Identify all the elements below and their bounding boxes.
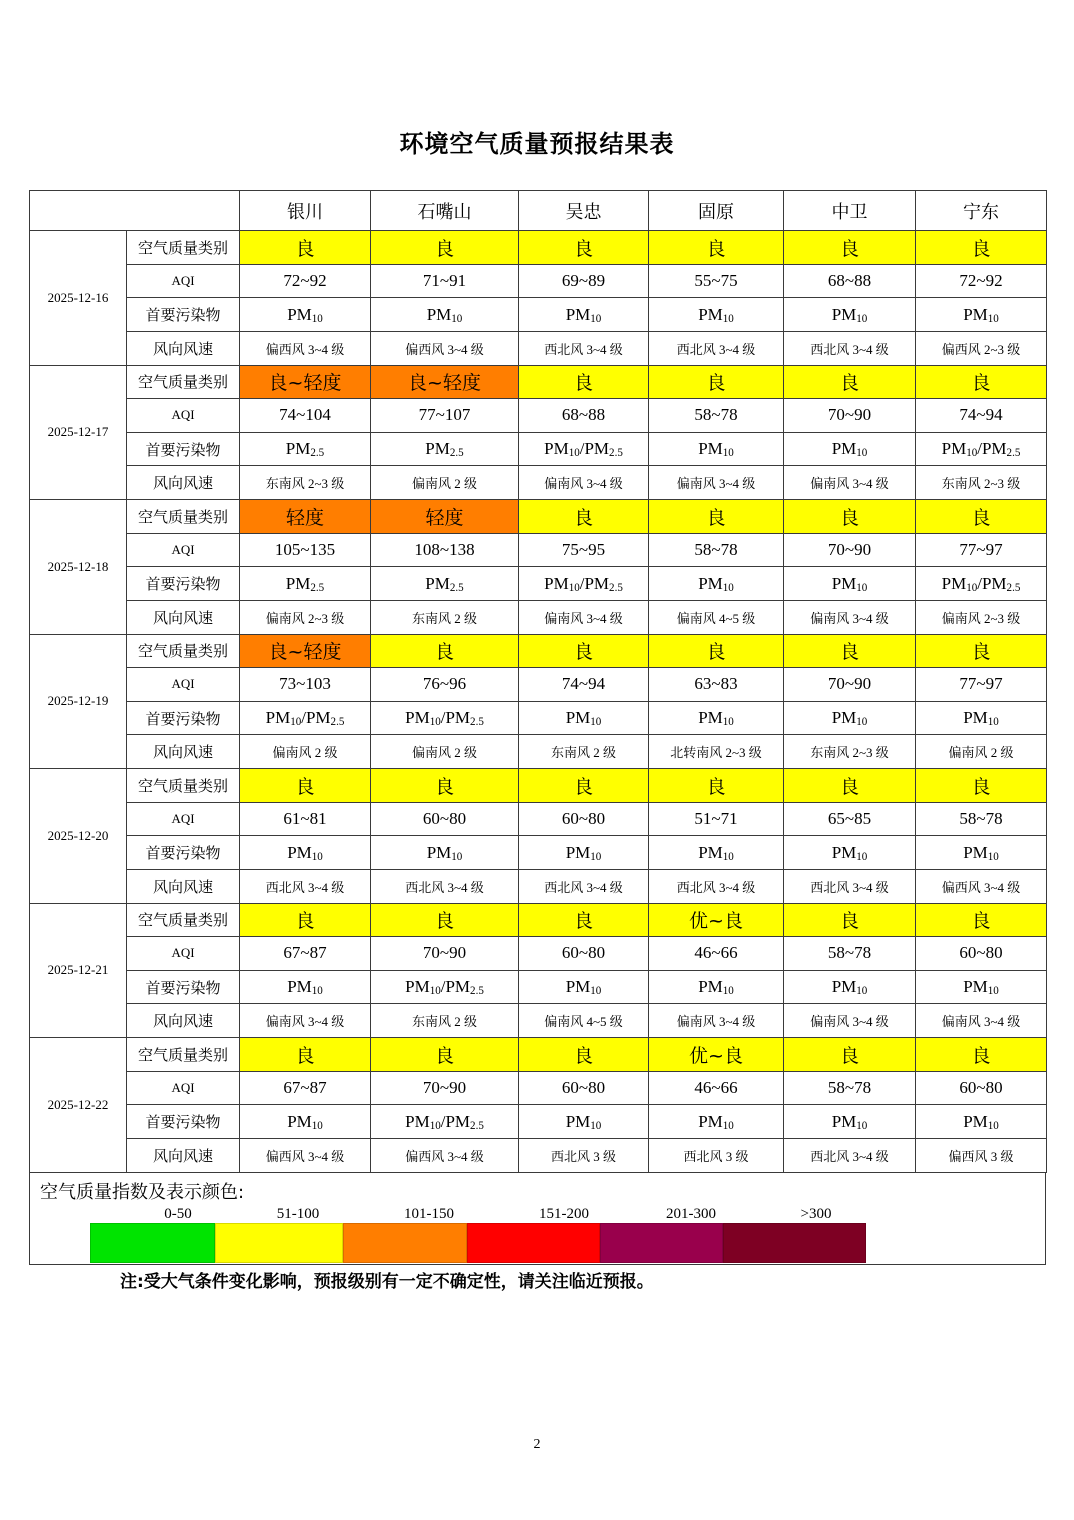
pollutant-cell: $PM_{10}$ [519,836,649,870]
pollutant-cell: $PM_{10}$ [649,970,784,1004]
row-label-aqi: AQI [127,1071,240,1105]
pollutant-cell: $PM_{10}/PM_{2.5}$ [371,1105,519,1139]
pollutant-cell: $PM_{10}$ [240,298,371,332]
wind-cell: 西北风 3 级 [649,1138,784,1172]
pollutant-cell: $PM_{10}$ [649,567,784,601]
aqi-cell: 70~90 [784,399,916,433]
wind-cell: 偏南风 2 级 [371,735,519,769]
row-label-aqi: AQI [127,668,240,702]
aqi-cell: 74~94 [519,668,649,702]
row-aqi [30,668,1047,702]
pollutant-cell: $PM_{10}$ [649,298,784,332]
wind-cell: 东南风 2~3 级 [784,735,916,769]
wind-cell: 偏南风 3~4 级 [784,600,916,634]
row-label-wind: 风向风速 [127,735,240,769]
wind-cell: 偏南风 3~4 级 [240,1004,371,1038]
wind-cell: 东南风 2~3 级 [916,466,1047,500]
pollutant-cell: $PM_{2.5}$ [371,567,519,601]
row-category [30,1038,1047,1072]
aqi-cell: 60~80 [916,1071,1047,1105]
header-row [30,191,1047,231]
category-cell: 良 [371,231,519,265]
category-cell: 良~轻度 [240,634,371,668]
row-label-pollutant: 首要污染物 [127,970,240,1004]
wind-cell: 偏西风 3 级 [916,1138,1047,1172]
aqi-cell: 72~92 [916,264,1047,298]
category-cell: 良 [649,769,784,803]
category-cell: 轻度 [240,500,371,534]
aqi-cell: 70~90 [371,1071,519,1105]
category-cell: 优~良 [649,1038,784,1072]
aqi-cell: 67~87 [240,937,371,971]
aqi-cell: 58~78 [784,1071,916,1105]
aqi-cell: 68~88 [784,264,916,298]
date-cell: 2025-12-19 [30,634,127,769]
row-pollutant [30,298,1047,332]
wind-cell: 偏南风 3~4 级 [519,600,649,634]
legend-swatch-purple [600,1223,723,1263]
category-cell: 良 [784,769,916,803]
city-header: 中卫 [784,191,916,231]
category-cell: 良 [649,634,784,668]
row-aqi [30,264,1047,298]
wind-cell: 偏南风 2~3 级 [240,600,371,634]
pollutant-cell: $PM_{10}/PM_{2.5}$ [371,970,519,1004]
row-label-aqi: AQI [127,264,240,298]
pollutant-cell: $PM_{10}$ [519,970,649,1004]
row-pollutant [30,701,1047,735]
row-label-wind: 风向风速 [127,466,240,500]
aqi-cell: 61~81 [240,802,371,836]
pollutant-cell: $PM_{10}$ [784,298,916,332]
legend-range-label: 51-100 [276,1206,320,1222]
row-wind [30,600,1047,634]
pollutant-cell: $PM_{10}/PM_{2.5}$ [916,432,1047,466]
aqi-cell: 70~90 [784,533,916,567]
category-cell: 良 [916,500,1047,534]
wind-cell: 偏南风 3~4 级 [649,1004,784,1038]
pollutant-cell: $PM_{2.5}$ [240,567,371,601]
aqi-cell: 74~104 [240,399,371,433]
aqi-cell: 69~89 [519,264,649,298]
pollutant-cell: $PM_{10}$ [784,432,916,466]
legend-swatch-red [467,1223,600,1263]
wind-cell: 东南风 2~3 级 [240,466,371,500]
legend-range-label: 0-50 [164,1206,192,1222]
legend-swatch-orange [343,1223,467,1263]
row-aqi [30,937,1047,971]
category-cell: 良 [519,365,649,399]
category-cell: 轻度 [371,500,519,534]
date-cell: 2025-12-22 [30,1038,127,1173]
category-cell: 良 [519,769,649,803]
city-header: 银川 [240,191,371,231]
date-cell: 2025-12-20 [30,769,127,904]
row-pollutant [30,970,1047,1004]
category-cell: 良 [649,365,784,399]
legend-range-label: 151-200 [539,1206,589,1222]
category-cell: 良 [240,231,371,265]
pollutant-cell: $PM_{2.5}$ [240,432,371,466]
category-cell: 良 [784,903,916,937]
row-label-wind: 风向风速 [127,331,240,365]
category-cell: 良 [519,903,649,937]
date-cell: 2025-12-17 [30,365,127,500]
row-aqi [30,399,1047,433]
row-label-pollutant: 首要污染物 [127,567,240,601]
aqi-cell: 60~80 [519,802,649,836]
row-wind [30,1004,1047,1038]
wind-cell: 偏南风 2 级 [240,735,371,769]
category-cell: 良 [240,769,371,803]
page-title: 环境空气质量预报结果表 [399,129,675,158]
row-category [30,500,1047,534]
category-cell: 良~轻度 [240,365,371,399]
row-label-pollutant: 首要污染物 [127,836,240,870]
wind-cell: 偏西风 3~4 级 [371,1138,519,1172]
category-cell: 良 [916,365,1047,399]
city-header: 吴忠 [519,191,649,231]
wind-cell: 偏南风 3~4 级 [784,466,916,500]
pollutant-cell: $PM_{10}$ [240,970,371,1004]
category-cell: 良 [784,1038,916,1072]
legend-swatch-yellow [215,1223,343,1263]
wind-cell: 偏南风 4~5 级 [649,600,784,634]
row-label-pollutant: 首要污染物 [127,701,240,735]
pollutant-cell: $PM_{10}$ [916,298,1047,332]
category-cell: 良 [240,903,371,937]
aqi-cell: 77~97 [916,668,1047,702]
forecast-table [29,190,1047,1173]
wind-cell: 东南风 2 级 [371,600,519,634]
aqi-cell: 63~83 [649,668,784,702]
wind-cell: 偏西风 3~4 级 [240,1138,371,1172]
aqi-cell: 58~78 [649,533,784,567]
aqi-cell: 70~90 [784,668,916,702]
row-category [30,231,1047,265]
category-cell: 良 [240,1038,371,1072]
row-label-wind: 风向风速 [127,869,240,903]
aqi-cell: 58~78 [784,937,916,971]
wind-cell: 偏西风 3~4 级 [240,331,371,365]
aqi-cell: 72~92 [240,264,371,298]
legend-swatch-green [90,1223,215,1263]
wind-cell: 偏南风 2 级 [371,466,519,500]
pollutant-cell: $PM_{10}/PM_{2.5}$ [240,701,371,735]
legend-title: 空气质量指数及表示颜色: [40,1182,245,1203]
row-label-wind: 风向风速 [127,1004,240,1038]
aqi-cell: 55~75 [649,264,784,298]
pollutant-cell: $PM_{10}$ [784,567,916,601]
wind-cell: 偏南风 3~4 级 [649,466,784,500]
category-cell: 良 [371,1038,519,1072]
aqi-cell: 77~107 [371,399,519,433]
row-wind [30,735,1047,769]
row-label-wind: 风向风速 [127,600,240,634]
wind-cell: 偏西风 2~3 级 [916,331,1047,365]
category-cell: 良 [916,231,1047,265]
aqi-cell: 73~103 [240,668,371,702]
category-cell: 良 [371,769,519,803]
wind-cell: 西北风 3 级 [519,1138,649,1172]
row-label-category: 空气质量类别 [127,903,240,937]
row-label-category: 空气质量类别 [127,365,240,399]
aqi-cell: 75~95 [519,533,649,567]
wind-cell: 西北风 3~4 级 [240,869,371,903]
pollutant-cell: $PM_{10}$ [371,298,519,332]
pollutant-cell: $PM_{10}$ [240,1105,371,1139]
aqi-cell: 77~97 [916,533,1047,567]
row-label-category: 空气质量类别 [127,231,240,265]
aqi-cell: 70~90 [371,937,519,971]
category-cell: 良 [784,500,916,534]
pollutant-cell: $PM_{10}/PM_{2.5}$ [371,701,519,735]
legend-range-label: 201-300 [666,1206,716,1222]
category-cell: 良 [916,1038,1047,1072]
aqi-cell: 71~91 [371,264,519,298]
row-label-aqi: AQI [127,399,240,433]
pollutant-cell: $PM_{10}$ [649,836,784,870]
pollutant-cell: $PM_{10}$ [784,701,916,735]
row-label-category: 空气质量类别 [127,769,240,803]
wind-cell: 偏南风 3~4 级 [784,1004,916,1038]
pollutant-cell: $PM_{10}$ [649,432,784,466]
category-cell: 良 [649,500,784,534]
aqi-cell: 108~138 [371,533,519,567]
aqi-cell: 46~66 [649,1071,784,1105]
pollutant-cell: $PM_{10}$ [240,836,371,870]
category-cell: 良 [519,231,649,265]
wind-cell: 偏南风 2 级 [916,735,1047,769]
aqi-cell: 58~78 [916,802,1047,836]
forecast-body [30,231,1047,1173]
aqi-cell: 46~66 [649,937,784,971]
pollutant-cell: $PM_{10}$ [916,701,1047,735]
pollutant-cell: $PM_{10}$ [649,701,784,735]
aqi-cell: 105~135 [240,533,371,567]
pollutant-cell: $PM_{10}$ [784,836,916,870]
forecast-note: 注:受大气条件变化影响，预报级别有一定不确定性，请关注临近预报。 [120,1272,654,1292]
city-header: 固原 [649,191,784,231]
wind-cell: 西北风 3~4 级 [519,869,649,903]
category-cell: 良 [784,231,916,265]
aqi-cell: 60~80 [519,1071,649,1105]
row-label-aqi: AQI [127,937,240,971]
category-cell: 良 [519,634,649,668]
row-pollutant [30,1105,1047,1139]
pollutant-cell: $PM_{10}/PM_{2.5}$ [519,567,649,601]
aqi-cell: 51~71 [649,802,784,836]
aqi-cell: 60~80 [371,802,519,836]
row-label-pollutant: 首要污染物 [127,432,240,466]
row-wind [30,869,1047,903]
category-cell: 良 [371,634,519,668]
wind-cell: 偏南风 2~3 级 [916,600,1047,634]
row-label-category: 空气质量类别 [127,500,240,534]
pollutant-cell: $PM_{10}$ [519,298,649,332]
category-cell: 优~良 [649,903,784,937]
row-wind [30,466,1047,500]
aqi-cell: 76~96 [371,668,519,702]
legend-range-label: 101-150 [404,1206,454,1222]
pollutant-cell: $PM_{10}$ [519,1105,649,1139]
row-pollutant [30,432,1047,466]
row-wind [30,1138,1047,1172]
wind-cell: 西北风 3~4 级 [519,331,649,365]
row-label-category: 空气质量类别 [127,1038,240,1072]
wind-cell: 偏西风 3~4 级 [371,331,519,365]
wind-cell: 偏南风 3~4 级 [519,466,649,500]
pollutant-cell: $PM_{10}/PM_{2.5}$ [916,567,1047,601]
wind-cell: 偏南风 3~4 级 [916,1004,1047,1038]
row-pollutant [30,567,1047,601]
aqi-cell: 74~94 [916,399,1047,433]
wind-cell: 西北风 3~4 级 [649,331,784,365]
row-wind [30,331,1047,365]
wind-cell: 西北风 3~4 级 [784,331,916,365]
aqi-color-legend [29,1172,1046,1265]
city-header: 石嘴山 [371,191,519,231]
aqi-cell: 65~85 [784,802,916,836]
wind-cell: 西北风 3~4 级 [371,869,519,903]
row-pollutant [30,836,1047,870]
category-cell: 良 [519,500,649,534]
date-cell: 2025-12-21 [30,903,127,1038]
date-cell: 2025-12-16 [30,231,127,366]
category-cell: 良 [649,231,784,265]
category-cell: 良 [916,903,1047,937]
row-aqi [30,802,1047,836]
date-cell: 2025-12-18 [30,500,127,635]
city-header: 宁东 [916,191,1047,231]
aqi-cell: 60~80 [916,937,1047,971]
page-number: 2 [533,1437,541,1452]
wind-cell: 西北风 3~4 级 [784,869,916,903]
wind-cell: 东南风 2 级 [371,1004,519,1038]
row-label-pollutant: 首要污染物 [127,298,240,332]
category-cell: 良 [916,769,1047,803]
pollutant-cell: $PM_{10}/PM_{2.5}$ [519,432,649,466]
row-category [30,903,1047,937]
legend-swatch-maroon [723,1223,866,1263]
wind-cell: 偏西风 3~4 级 [916,869,1047,903]
pollutant-cell: $PM_{10}$ [916,1105,1047,1139]
pollutant-cell: $PM_{2.5}$ [371,432,519,466]
category-cell: 良~轻度 [371,365,519,399]
pollutant-cell: $PM_{10}$ [784,1105,916,1139]
aqi-cell: 60~80 [519,937,649,971]
row-category [30,769,1047,803]
category-cell: 良 [916,634,1047,668]
pollutant-cell: $PM_{10}$ [916,836,1047,870]
pollutant-cell: $PM_{10}$ [784,970,916,1004]
aqi-cell: 58~78 [649,399,784,433]
legend-range-label: >300 [800,1206,832,1222]
category-cell: 良 [371,903,519,937]
wind-cell: 西北风 3~4 级 [649,869,784,903]
aqi-cell: 67~87 [240,1071,371,1105]
aqi-cell: 68~88 [519,399,649,433]
row-label-aqi: AQI [127,802,240,836]
row-category [30,634,1047,668]
row-aqi [30,533,1047,567]
row-label-aqi: AQI [127,533,240,567]
wind-cell: 西北风 3~4 级 [784,1138,916,1172]
row-label-pollutant: 首要污染物 [127,1105,240,1139]
wind-cell: 北转南风 2~3 级 [649,735,784,769]
row-label-wind: 风向风速 [127,1138,240,1172]
category-cell: 良 [784,365,916,399]
row-category [30,365,1047,399]
wind-cell: 偏南风 4~5 级 [519,1004,649,1038]
category-cell: 良 [784,634,916,668]
wind-cell: 东南风 2 级 [519,735,649,769]
pollutant-cell: $PM_{10}$ [916,970,1047,1004]
pollutant-cell: $PM_{10}$ [649,1105,784,1139]
pollutant-cell: $PM_{10}$ [371,836,519,870]
category-cell: 良 [519,1038,649,1072]
row-label-category: 空气质量类别 [127,634,240,668]
pollutant-cell: $PM_{10}$ [519,701,649,735]
header-corner-cell [30,191,240,231]
row-aqi [30,1071,1047,1105]
